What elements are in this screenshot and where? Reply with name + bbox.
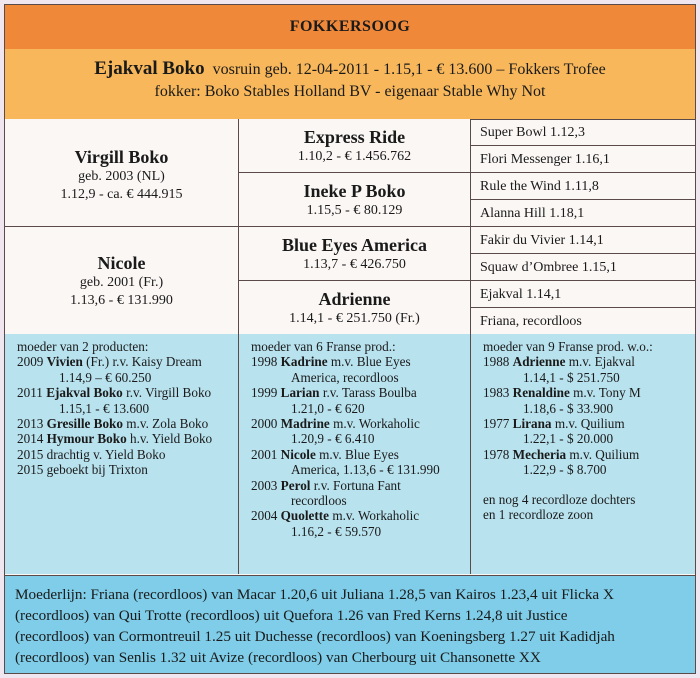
great-grandparent: Friana, recordloos [471,308,695,335]
grandparent-record: 1.15,5 - € 80.129 [306,203,403,218]
progeny-entry: 2015 geboekt bij Trixton [17,462,148,478]
progeny-great-grandam [471,334,695,574]
grandparent-record: 1.14,1 - € 251.750 (Fr.) [289,311,420,326]
grandparent-cell [239,227,471,281]
progeny-entry: 1998 Kadrine m.v. Blue Eyes [251,354,411,370]
progeny-record: 1.16,2 - € 59.570 [291,523,382,539]
progeny-entry: 2001 Nicole m.v. Blue Eyes [251,446,399,462]
progeny-entry: 2000 Madrine m.v. Workaholic [251,416,420,432]
horse-info: vosruin geb. 12-04-2011 - 1.15,1 - € 13.600 – Fokkers Trofee [212,61,606,78]
grandparent-record: 1.13,7 - € 426.750 [303,257,406,272]
progeny-record: 1.20,9 - € 6.410 [291,431,375,447]
dam-name: Nicole [97,253,146,273]
progeny-record: America, recordloos [291,369,399,385]
progeny-intro: moeder van 6 Franse prod.: [251,339,396,354]
great-grandparent: Fakir du Vivier 1.14,1 [471,227,695,254]
progeny-entry: 2013 Gresille Boko m.v. Zola Boko [17,416,209,432]
progeny-entry: 2014 Hymour Boko h.v. Yield Boko [17,431,213,447]
pedigree-sheet [4,4,696,674]
progeny-entry: 1977 Lirana m.v. Quilium [483,416,625,432]
progeny-entry: 2009 Vivien (Fr.) r.v. Kaisy Dream [17,354,202,370]
progeny-intro: moeder van 2 producten: [17,339,149,354]
sire-cell [5,119,239,227]
progeny-entry: 1999 Larian r.v. Tarass Boulba [251,385,417,401]
sire-name: Virgill Boko [74,147,169,167]
grandparent-cell [239,173,471,227]
progeny-record: 1.21,0 - € 620 [291,400,365,416]
progeny-record: 1.14,9 – € 60.250 [59,369,152,385]
horse-line [5,58,695,81]
great-grandparent: Super Bowl 1.12,3 [471,119,695,146]
horse-breeder: fokker: Boko Stables Holland BV - eigenaar Stable Why Not [154,83,546,100]
progeny-entry: 1988 Adrienne m.v. Ejakval [483,354,635,370]
progeny-note: en 1 recordloze zoon [483,507,594,523]
progeny-entry: 2015 drachtig v. Yield Boko [17,446,166,462]
progeny-record: 1.15,1 - € 13.600 [59,400,150,416]
page-title: FOKKERSOOG [5,5,695,50]
grandparent-name: Adrienne [318,289,391,309]
sire-born: geb. 2003 (NL) [78,169,165,184]
horse-summary [5,49,695,120]
progeny-dam [5,334,239,574]
grandparent-record: 1.10,2 - € 1.456.762 [297,149,412,164]
progeny-entry: 1978 Mecheria m.v. Quilium [483,446,640,462]
dam-line-text: (recordloos) van Senlis 1.32 uit Avize (recordloos) van Cherbourg uit Chansonette XX [15,649,541,666]
grandparent-cell [239,281,471,335]
horse-name: Ejakval Boko [94,58,205,79]
grandparent-cell [239,119,471,173]
great-grandparent: Ejakval 1.14,1 [471,281,695,308]
dam-line-text: (recordloos) van Qui Trotte (recordloos) uit Quefora 1.26 van Fred Kerns 1.24,8 uit Justice [15,607,568,624]
dam-born: geb. 2001 (Fr.) [79,275,164,290]
great-grandparent: Squaw d’Ombree 1.15,1 [471,254,695,281]
progeny-intro: moeder van 9 Franse prod. w.o.: [483,339,653,354]
great-grandparent: Flori Messenger 1.16,1 [471,146,695,173]
progeny-record: 1.14,1 - $ 251.750 [523,369,620,385]
dam-line-text: (recordloos) van Cormontreuil 1.25 uit Duchesse (recordloos) van Koeningsberg 1.27 uit Kadidjah [15,628,615,645]
grandparent-name: Blue Eyes America [282,235,427,255]
great-grandparent: Alanna Hill 1.18,1 [471,200,695,227]
progeny-note: en nog 4 recordloze dochters [483,491,636,507]
progeny-grandam [239,334,471,574]
progeny-record: recordloos [291,493,347,509]
great-grandparent: Rule the Wind 1.11,8 [471,173,695,200]
progeny-entry: 1983 Renaldine m.v. Tony M [483,385,641,401]
progeny-entry: 2011 Ejakval Boko r.v. Virgill Boko [17,385,212,401]
progeny-record: America, 1.13,6 - € 131.990 [291,462,440,478]
progeny-record: 1.18,6 - $ 33.900 [523,400,614,416]
sire-record: 1.12,9 - ca. € 444.915 [60,187,183,202]
progeny-entry: 2003 Perol r.v. Fortuna Fant [251,477,401,493]
grandparent-name: Express Ride [303,127,406,147]
progeny-entry: 2004 Quolette m.v. Workaholic [251,508,420,524]
dam-record: 1.13,6 - € 131.990 [70,293,173,308]
dam-cell [5,227,239,335]
grandparent-name: Ineke P Boko [303,181,406,201]
progeny-record: 1.22,1 - $ 20.000 [523,431,614,447]
progeny-record: 1.22,9 - $ 8.700 [523,462,607,478]
dam-line-footer [5,575,695,673]
dam-line-text: Moederlijn: Friana (recordloos) van Macar 1.20,6 uit Juliana 1.28,5 van Kairos 1.23,4 uit Flicka X [15,586,614,603]
